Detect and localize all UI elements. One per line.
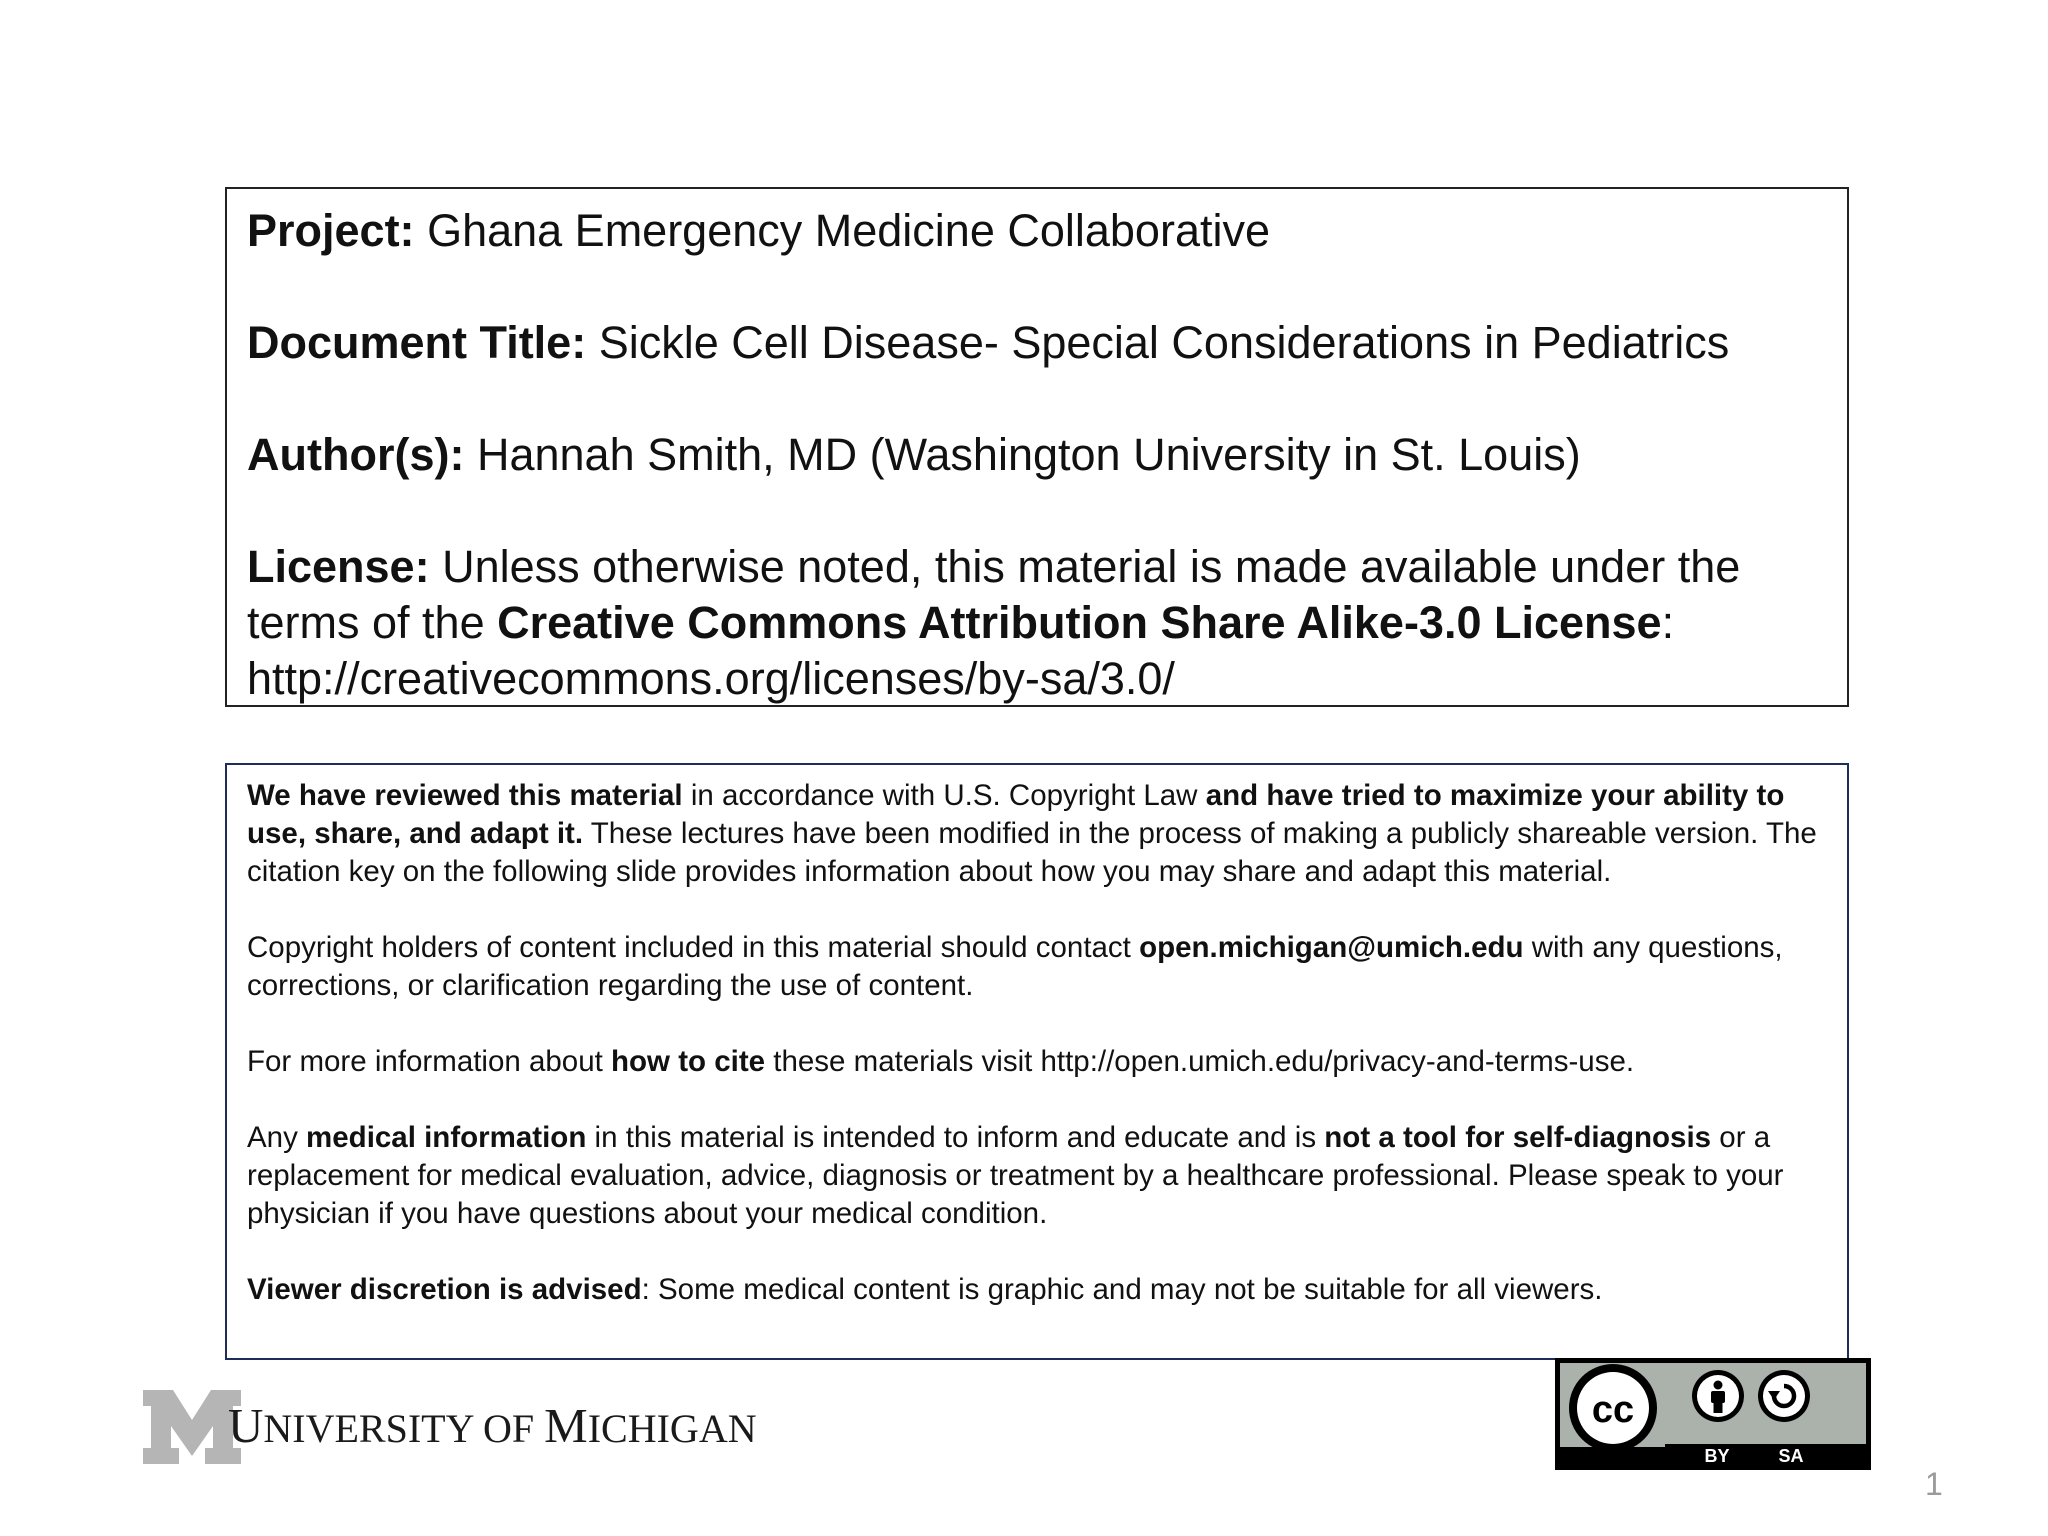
wordmark-ichigan: ICHIGAN: [587, 1406, 757, 1451]
review-text-1: in accordance with U.S. Copyright Law: [690, 779, 1198, 812]
license-name: Creative Commons Attribution Share Alike-3.0 License: [497, 597, 1662, 648]
sa-label: SA: [1778, 1446, 1804, 1466]
cite-text-1: For more information about: [247, 1045, 603, 1078]
project-value: Ghana Emergency Medicine Collaborative: [427, 205, 1270, 256]
authors-label: Author(s):: [247, 429, 465, 480]
license-url: http://creativecommons.org/licenses/by-sa/3.0/: [247, 653, 1175, 704]
by-label: BY: [1704, 1446, 1730, 1466]
license-line: [247, 539, 1827, 707]
copyright-notice-box: [225, 763, 1849, 1360]
document-info-box: [225, 187, 1849, 707]
review-paragraph: [247, 777, 1827, 891]
project-line: [247, 203, 1827, 259]
wordmark-u: U: [228, 1398, 264, 1453]
review-text-2: These lectures have been modified in the process of making a publicly shareable version. The citation key on the following slide provides information about how you may share and adapt this material.: [247, 817, 1817, 888]
medical-text-2: in this material is intended to inform and educate and is: [594, 1121, 1317, 1154]
block-m-icon: [143, 1390, 241, 1464]
license-text: Unless otherwise noted, this material is made available under the terms of the: [247, 541, 1741, 648]
review-bold-1: We have reviewed this material: [247, 779, 683, 812]
contact-text-2: with any questions, corrections, or clarification regarding the use of content.: [247, 931, 1783, 1002]
cc-text: cc: [1591, 1389, 1635, 1431]
project-label: Project:: [247, 205, 415, 256]
attribution-icon: [1692, 1370, 1744, 1422]
cc-by-sa-badge: [1555, 1358, 1871, 1470]
discretion-bold: Viewer discretion is advised: [247, 1273, 642, 1306]
discretion-paragraph: [247, 1271, 1827, 1309]
cc-icon: [1569, 1364, 1657, 1452]
medical-bold-1: medical information: [306, 1121, 587, 1154]
contact-email: open.michigan@umich.edu: [1139, 931, 1524, 964]
discretion-text: : Some medical content is graphic and may not be suitable for all viewers.: [641, 1273, 1603, 1306]
review-bold-2: and have tried to maximize your ability to use, share, and adapt it.: [247, 779, 1785, 850]
share-alike-icon: [1758, 1370, 1810, 1422]
university-wordmark: [228, 1396, 757, 1459]
contact-text-1: Copyright holders of content included in this material should contact: [247, 931, 1131, 964]
license-colon: :: [1661, 597, 1675, 648]
university-of-michigan-logo: [143, 1390, 783, 1470]
document-title-value: Sickle Cell Disease- Special Considerations in Pediatrics: [598, 317, 1730, 368]
medical-paragraph: [247, 1119, 1827, 1233]
page-number: 1: [1925, 1466, 1943, 1502]
medical-bold-2: not a tool for self-diagnosis: [1324, 1121, 1712, 1154]
wordmark-niversity: NIVERSITY OF: [263, 1406, 545, 1451]
authors-value: Hannah Smith, MD (Washington University in St. Louis): [476, 429, 1581, 480]
license-label: License:: [247, 541, 430, 592]
contact-paragraph: [247, 929, 1827, 1005]
document-title-label: Document Title:: [247, 317, 587, 368]
cite-bold: how to cite: [611, 1045, 766, 1078]
authors-line: [247, 427, 1827, 483]
medical-text-1: Any: [247, 1121, 298, 1154]
cite-paragraph: [247, 1043, 1827, 1081]
cite-text-2: these materials visit http://open.umich.edu/privacy-and-terms-use.: [773, 1045, 1635, 1078]
medical-text-3: or a replacement for medical evaluation, advice, diagnosis or treatment by a healthcare professional. Please speak to your physician if you have questions about your medical condition.: [247, 1121, 1784, 1230]
document-title-line: [247, 315, 1827, 371]
wordmark-m: M: [544, 1398, 588, 1453]
